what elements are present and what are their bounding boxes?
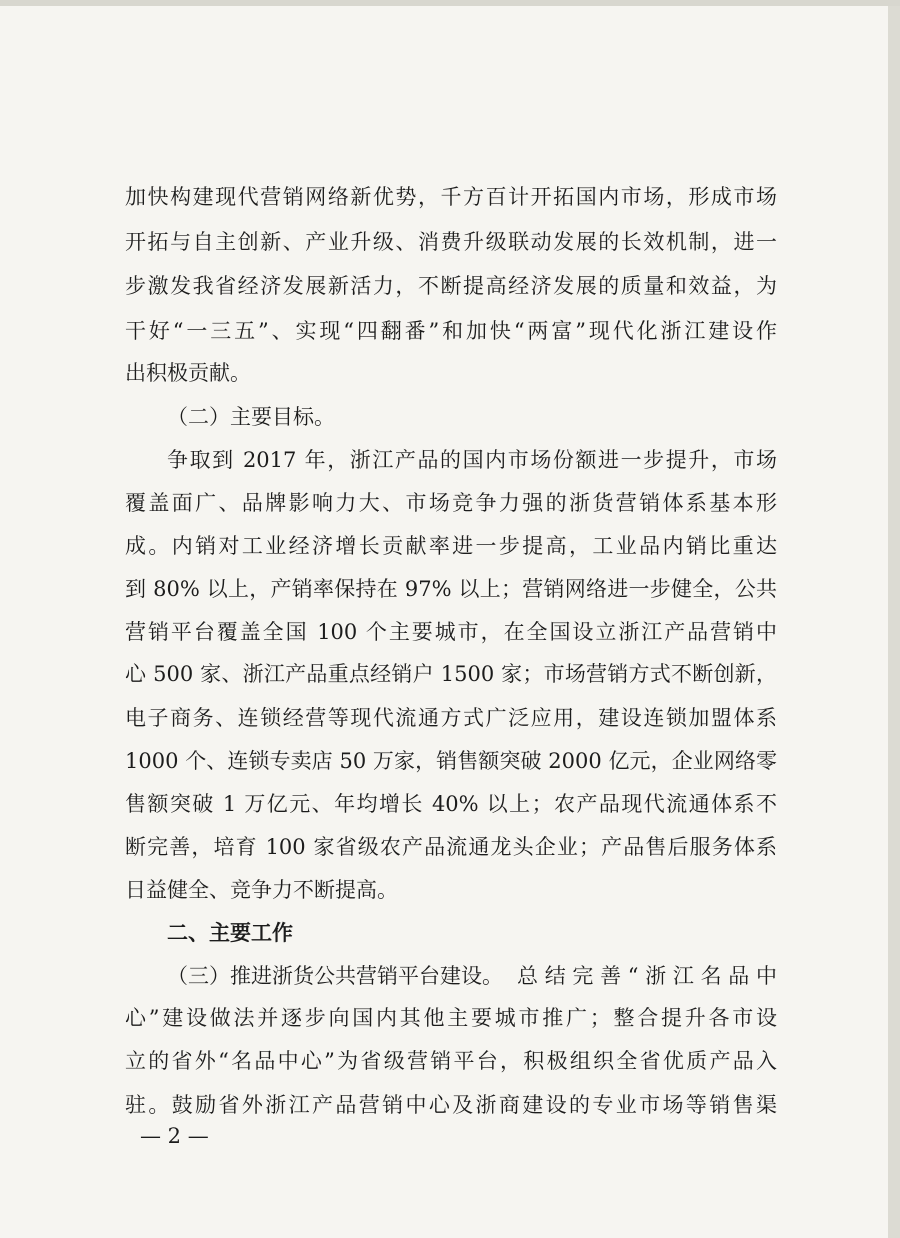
page-number: — 2 — [140, 1124, 209, 1148]
text-line: 加快构建现代营销网络新优势，千方百计开拓国内市场，形成市场 [125, 185, 777, 209]
text-line: 覆盖面广、品牌影响力大、市场竞争力强的浙货营销体系基本形 [125, 491, 777, 515]
text-line: 到 80% 以上，产销率保持在 97% 以上；营销网络进一步健全，公共 [125, 577, 777, 601]
text-line: 心”建设做法并逐步向国内其他主要城市推广；整合提升各市设 [125, 1006, 777, 1030]
text-line: 总结完善“浙江名品中 [517, 964, 777, 988]
scan-right-edge [888, 0, 900, 1238]
scan-top-edge [0, 0, 900, 6]
text-line: 1000 个、连锁专卖店 50 万家，销售额突破 2000 亿元，企业网络零 [125, 749, 777, 773]
text-line: 步激发我省经济发展新活力，不断提高经济发展的质量和效益，为 [125, 274, 777, 298]
text-line: 干好“一三五”、实现“四翻番”和加快“两富”现代化浙江建设作 [125, 319, 777, 343]
text-line: 断完善，培育 100 家省级农产品流通龙头企业；产品售后服务体系 [125, 835, 777, 859]
text-line: 日益健全、竞争力不断提高。 [125, 878, 398, 902]
text-line: 争取到 2017 年，浙江产品的国内市场份额进一步提升，市场 [167, 448, 777, 472]
section-heading-main-goals: （二）主要目标。 [167, 405, 335, 429]
text-line: 出积极贡献。 [125, 361, 251, 385]
text-line: 营销平台覆盖全国 100 个主要城市，在全国设立浙江产品营销中 [125, 620, 777, 644]
section-heading-main-work: 二、主要工作 [167, 920, 293, 945]
subsection-heading-platform: （三）推进浙货公共营销平台建设。 [167, 964, 503, 988]
text-line: 开拓与自主创新、产业升级、消费升级联动发展的长效机制，进一 [125, 230, 777, 254]
text-line: 心 500 家、浙江产品重点经销户 1500 家；市场营销方式不断创新， [125, 662, 777, 686]
text-line: 成。内销对工业经济增长贡献率进一步提高，工业品内销比重达 [125, 534, 777, 558]
text-line: 售额突破 1 万亿元、年均增长 40% 以上；农产品现代流通体系不 [125, 792, 777, 816]
text-line: 驻。鼓励省外浙江产品营销中心及浙商建设的专业市场等销售渠 [125, 1093, 777, 1117]
text-line: 电子商务、连锁经营等现代流通方式广泛应用，建设连锁加盟体系 [125, 706, 777, 730]
text-line: 立的省外“名品中心”为省级营销平台，积极组织全省优质产品入 [125, 1049, 777, 1073]
